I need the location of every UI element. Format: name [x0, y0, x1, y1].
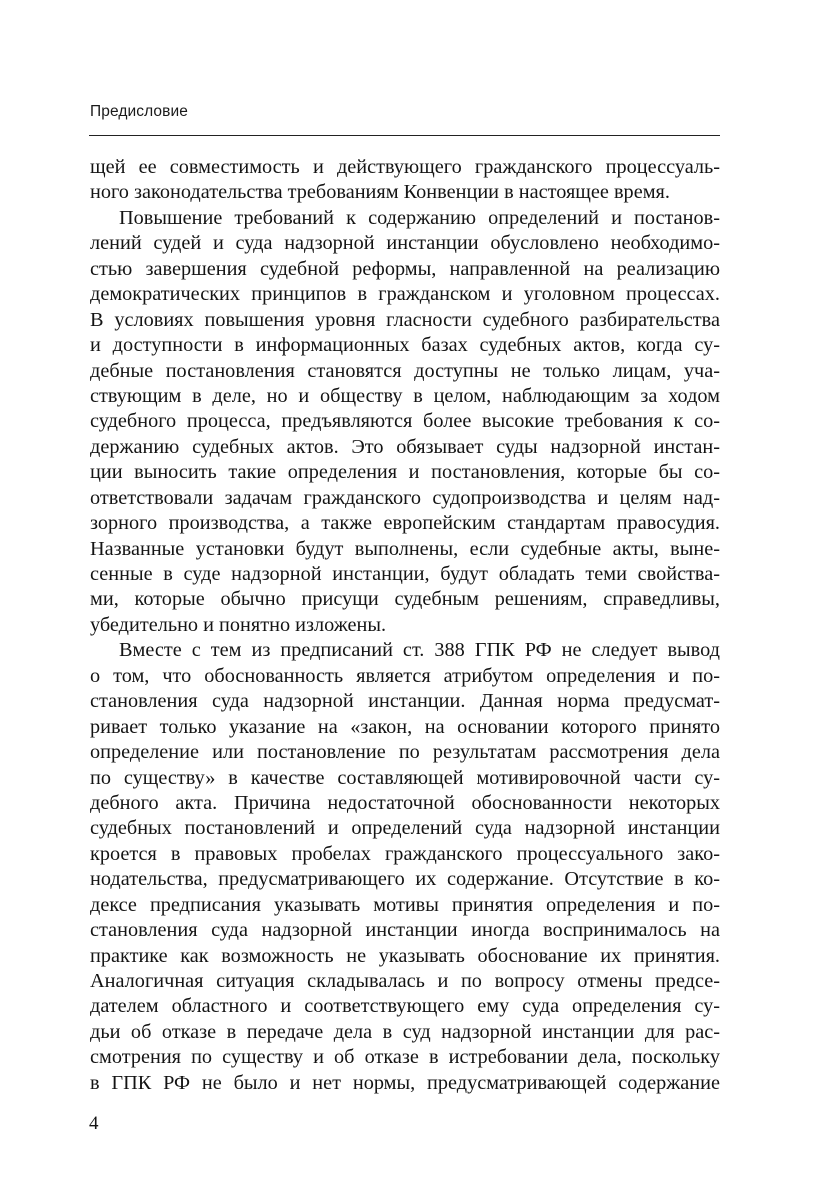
text-line: о том, что обоснованность является атрибутом определения и по-	[90, 664, 720, 687]
body-text	[90, 155, 720, 1096]
text-line: Повышение требований к содержанию определений и постанов-	[119, 206, 720, 229]
text-line: В условиях повышения уровня гласности судебного разбирательства	[90, 308, 720, 331]
page-number: 4	[89, 1113, 99, 1134]
text-line: зорного производства, а также европейским стандартам правосудия.	[90, 512, 720, 535]
text-line: дебные постановления становятся доступны не только лицам, уча-	[90, 359, 720, 382]
text-line: сенные в суде надзорной инстанции, будут обладать теми свойства-	[90, 563, 720, 585]
running-head: Предисловие	[90, 103, 188, 120]
text-line: дателем областного и соответствующего ему суда определения су-	[90, 995, 720, 1018]
text-line: и доступности в информационных базах судебных актов, когда су-	[90, 334, 720, 357]
text-line: дьи об отказе в передаче дела в суд надзорной инстанции для рас-	[90, 1020, 720, 1043]
text-line: судебного процесса, предъявляются более высокие требования к со-	[90, 410, 720, 433]
text-line: ответствовали задачам гражданского судопроизводства и целям над-	[90, 486, 720, 509]
text-line: Вместе с тем из предписаний ст. 388 ГПК РФ не следует вывод	[119, 639, 720, 662]
text-line: ствующим в деле, но и обществу в целом, наблюдающим за ходом	[90, 384, 720, 407]
text-line: по существу» в качестве составляющей мотивировочной части су-	[90, 766, 720, 789]
text-line: дебного акта. Причина недостаточной обоснованности некоторых	[90, 791, 720, 814]
text-line: кроется в правовых пробелах гражданского процессуального зако-	[90, 842, 720, 865]
text-line: дексе предписания указывать мотивы принятия определения и по-	[90, 893, 720, 916]
text-line: Аналогичная ситуация складывалась и по вопросу отмены предсе-	[90, 970, 720, 992]
text-line: смотрения по существу и об отказе в истребовании дела, поскольку	[90, 1046, 720, 1069]
text-line: судебных постановлений и определений суда надзорной инстанции	[90, 817, 720, 840]
text-line: держанию судебных актов. Это обязывает суды надзорной инстан-	[90, 435, 720, 458]
text-line: убедительно и понятно изложены.	[90, 613, 387, 636]
text-line: становления суда надзорной инстанции иногда воспринималось на	[90, 919, 720, 942]
text-line: ного законодательства требованиям Конвенции в настоящее время.	[90, 181, 670, 204]
text-line: нодательства, предусматривающего их содержание. Отсутствие в ко-	[90, 868, 720, 891]
text-line: определение или постановление по результатам рассмотрения дела	[90, 741, 720, 764]
text-line: в ГПК РФ не было и нет нормы, предусматривающей содержание	[90, 1071, 720, 1094]
text-line: Названные установки будут выполнены, если судебные акты, выне-	[90, 537, 720, 560]
text-line: стью завершения судебной реформы, направленной на реализацию	[90, 257, 720, 280]
text-line: становления суда надзорной инстанции. Данная норма предусмат-	[90, 690, 720, 713]
text-line: ции выносить такие определения и постановления, которые бы со-	[90, 461, 720, 484]
text-line: демократических принципов в гражданском и уголовном процессах.	[90, 283, 720, 306]
header-rule	[89, 135, 720, 136]
text-line: щей ее совместимость и действующего гражданского процессуаль-	[90, 156, 720, 178]
text-line: лений судей и суда надзорной инстанции обусловлено необходимо-	[90, 232, 720, 255]
text-line: ривает только указание на «закон, на основании которого принято	[90, 715, 720, 738]
text-line: ми, которые обычно присущи судебным решениям, справедливы,	[90, 588, 720, 611]
text-line: практике как возможность не указывать обоснование их принятия.	[90, 944, 720, 967]
